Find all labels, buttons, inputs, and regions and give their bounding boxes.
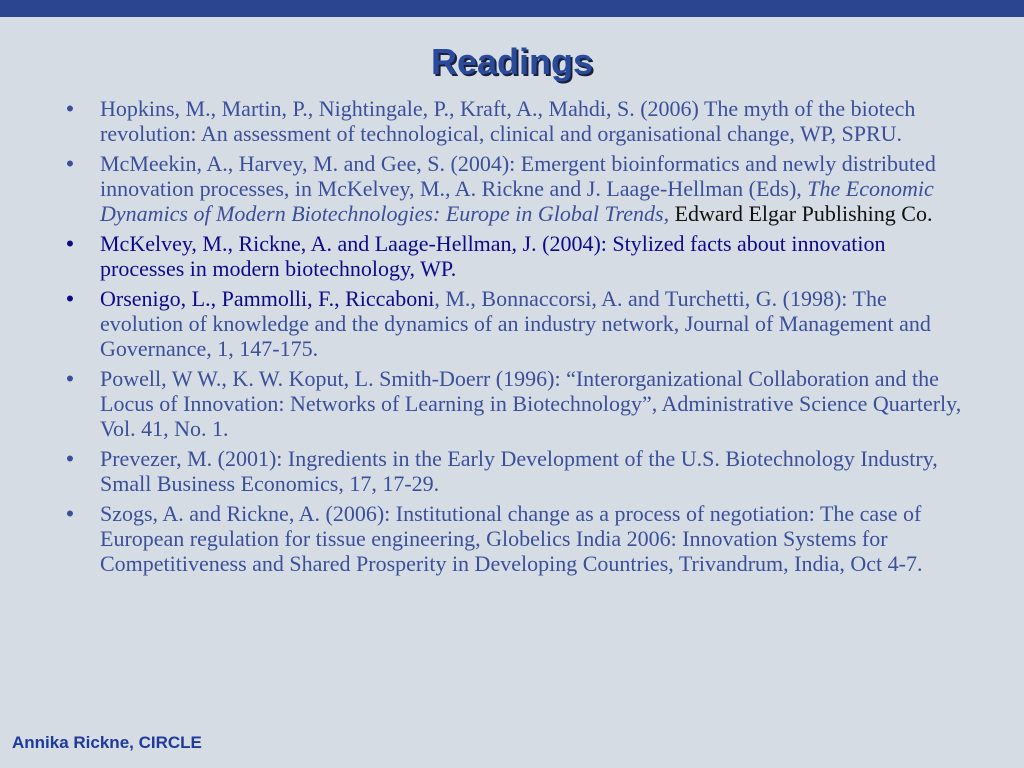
reading-text: McKelvey, M., Rickne, A. and Laage-Hellman, J. (2004): Stylized facts about innovation processes in modern biotechnology, WP. xyxy=(100,231,886,281)
reading-item-szogs xyxy=(60,501,970,576)
reading-item-powell xyxy=(60,366,970,441)
reading-item-mcmeekin xyxy=(60,151,970,226)
reading-text: Prevezer, M. (2001): Ingredients in the Early Development of the U.S. Biotechnology Industry, Small Business Economics, 17, 17-29. xyxy=(100,446,938,496)
reading-text: Szogs, A. and Rickne, A. (2006): Institutional change as a process of negotiation: The case of European regulation for tissue engineering, Globelics India 2006: Innovation Systems for Competitiveness and Shared Prosperity in Developing Countries, Trivandrum, India, Oct 4-7. xyxy=(100,501,923,576)
readings-list xyxy=(60,96,970,581)
bullet-icon: • xyxy=(66,151,74,176)
reading-item-orsenigo xyxy=(60,286,970,361)
publisher: Edward Elgar Publishing Co. xyxy=(669,201,933,226)
reading-text: Hopkins, M., Martin, P., Nightingale, P., Kraft, A., Mahdi, S. (2006) The myth of the biotech revolution: An assessment of technological, clinical and organisational change, WP, SPRU. xyxy=(100,96,916,146)
bullet-icon: • xyxy=(66,96,74,121)
reading-item-hopkins xyxy=(60,96,970,146)
bullet-icon: • xyxy=(66,366,74,391)
reading-text: McMeekin, A., Harvey, M. and Gee, S. (2004): Emergent bioinformatics and newly distributed innovation processes, in McKelvey, M., A. Rickne and J. Laage-Hellman (Eds), xyxy=(100,151,936,201)
top-accent-bar xyxy=(0,0,1024,17)
bullet-icon: • xyxy=(66,231,74,256)
reading-item-prevezer xyxy=(60,446,970,496)
reading-text: Powell, W W., K. W. Koput, L. Smith-Doerr (1996): “Interorganizational Collaboration and the Locus of Innovation: Networks of Learning in Biotechnology”, Administrative Science Quarterly, Vol. 41, No. 1. xyxy=(100,366,962,441)
reading-item-mckelvey xyxy=(60,231,970,281)
slide-title: Readings xyxy=(430,41,594,82)
footer-author: Annika Rickne, CIRCLE xyxy=(12,733,202,752)
bullet-icon: • xyxy=(66,286,74,311)
bullet-icon: • xyxy=(66,446,74,471)
reading-authors-emphasis: Orsenigo, L., Pammolli, F., Riccaboni xyxy=(100,286,435,311)
book-title: The Economic Dynamics of Modern Biotechnologies: Europe in Global Trends, xyxy=(100,176,934,226)
bullet-icon: • xyxy=(66,501,74,526)
reading-text: , M., Bonnaccorsi, A. and Turchetti, G. (1998): The evolution of knowledge and the dynamics of an industry network, Journal of Management and Governance, 1, 147-175. xyxy=(100,286,931,361)
